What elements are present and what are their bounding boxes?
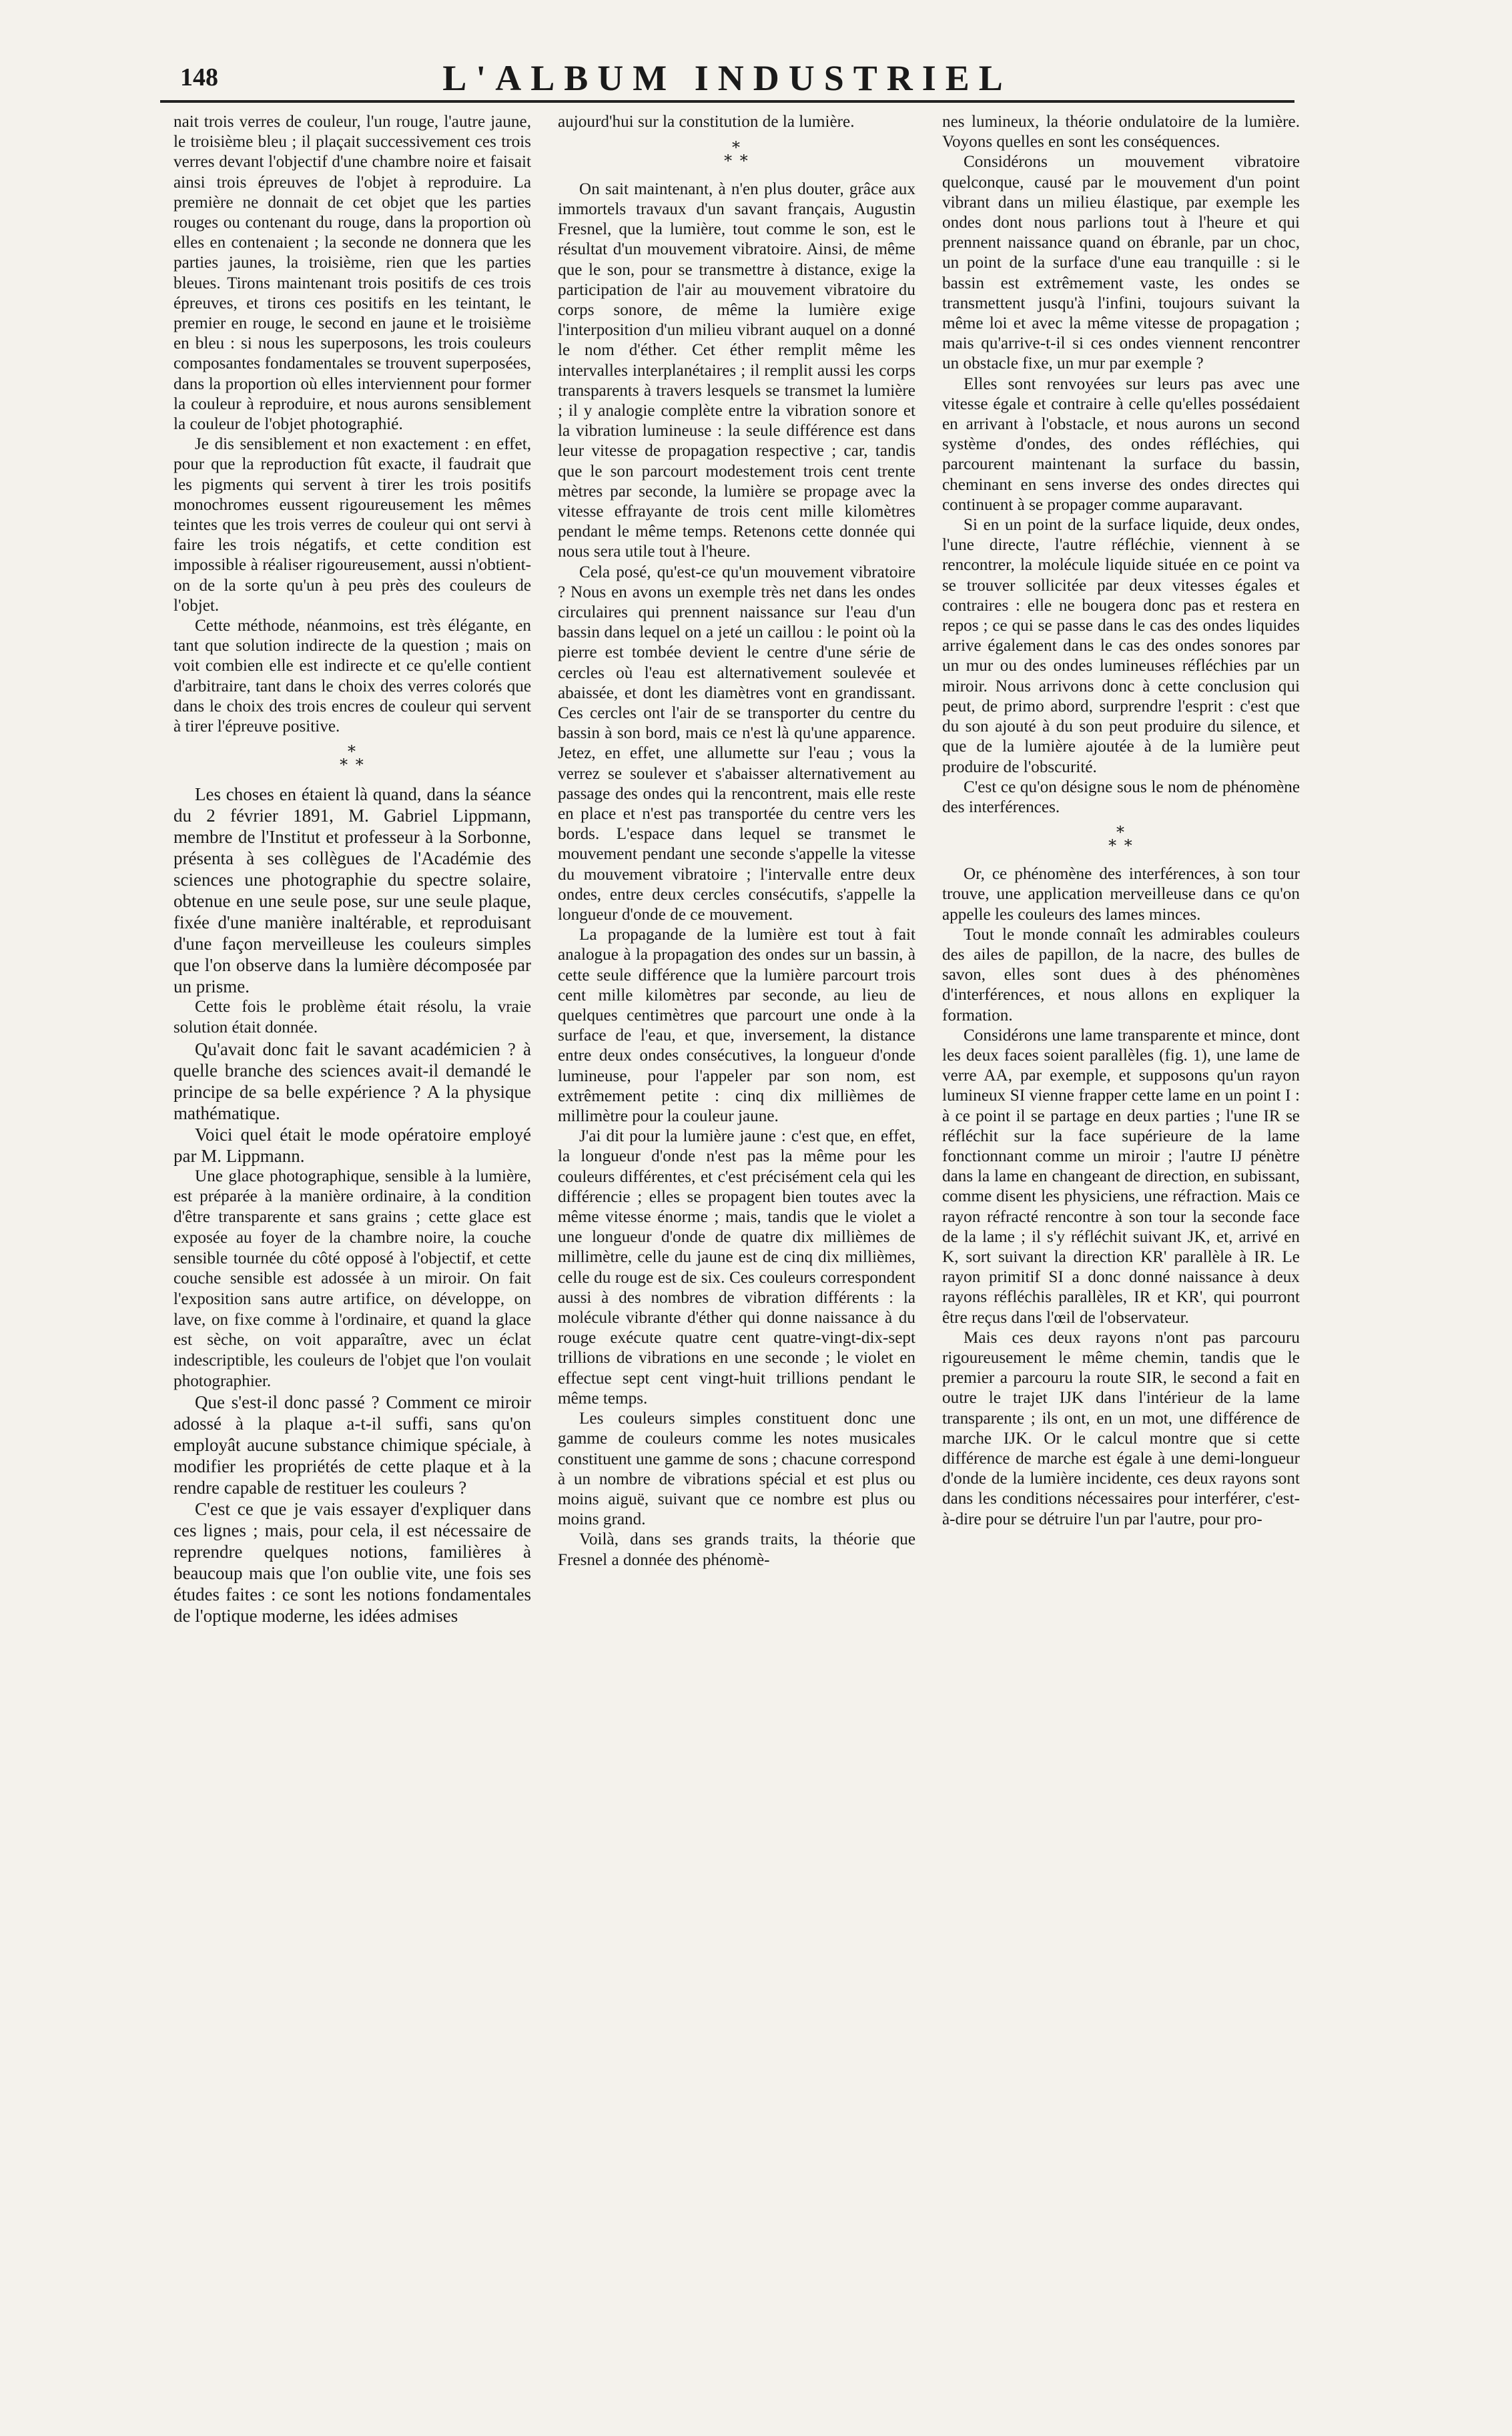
- paragraph: Qu'avait donc fait le savant académicien ? à quelle branche des sciences avait-il demandé le principe de sa belle expérience ? A la physique mathématique.: [173, 1038, 531, 1123]
- paragraph: C'est ce que je vais essayer d'expliquer dans ces lignes ; mais, pour cela, il est nécessaire de reprendre quelques notions, familières à beaucoup mais que l'on oublie vite, une fois ses études faites : ce sont les notions fondamentales de l'optique moderne, les idées admises: [173, 1499, 531, 1626]
- separator-star: *: [348, 742, 357, 762]
- separator-stars: * *: [1108, 836, 1134, 856]
- journal-title: L'ALBUM INDUSTRIEL: [442, 58, 1012, 98]
- paragraph: Mais ces deux rayons n'ont pas parcouru rigoureusement le même chemin, tandis que le premier a parcouru la route SIR, le second a fait en outre le trajet IJK dans l'intérieur de la lame transparente ; ils ont, en un mot, une différence de marche IJK. Or le calcul montre que si cette différence de marche est égale à une demi-longueur d'onde de la lumière incidente, ces deux rayons sont dans les conditions nécessaires pour interférer, c'est-à-dire pour se détruire l'un par l'autre, pour pro-: [942, 1328, 1300, 1528]
- article-columns: [173, 112, 1301, 2381]
- paragraph: Cela posé, qu'est-ce qu'un mouvement vibratoire ? Nous en avons un exemple très net dans les ondes circulaires qui prennent naissance sur l'eau d'un bassin dans lequel on a jeté un caillou : le point où la pierre est tombée devient le centre d'une série de cercles où l'eau est alternativement soulevée et abaissée, et dont les diamètres vont en grandissant. Ces cercles ont l'air de se transporter du centre du bassin à son bord, mais ce n'est là qu'une apparence. Jetez, en effet, une allumette sur l'eau ; vous la verrez se soulever et s'abaisser alternativement au passage des ondes qui la rencontrent, mais elle reste en place et n'est pas transportée du centre vers les bords. L'espace dans lequel se transmet le mouvement pendant une seconde s'appelle la vitesse du mouvement vibratoire ; l'intervalle entre deux ondes, entre deux cercles consécutifs, s'appelle la longueur d'onde de ce mouvement.: [558, 563, 915, 924]
- paragraph: Voilà, dans ses grands traits, la théorie que Fresnel a donnée des phénomè-: [558, 1530, 915, 1569]
- paragraph: Considérons une lame transparente et mince, dont les deux faces soient parallèles (fig. 1), une lame de verre AA, par exemple, et supposons qu'un rayon lumineux SI vienne frapper cette lame en un point I : à ce point il se partage en deux parties ; l'une IR se réfléchit sur la face supérieure de la lame fonctionnant comme un miroir ; l'autre IJ pénètre dans la lame en changeant de direction, en subissant, comme disent les physiciens, une réfraction. Mais ce rayon réfracté rencontre à son tour la seconde face de la lame ; il s'y réfléchit suivant JK, et, arrivé en K, sort suivant la direction KR' parallèle à IR. Le rayon primitif SI a donc donné naissance à deux rayons réfléchis parallèles, IR et KR', qui pourront être reçus dans l'œil de l'observateur.: [942, 1026, 1300, 1327]
- paragraph: On sait maintenant, à n'en plus douter, grâce aux immortels travaux d'un savant français, Augustin Fresnel, que la lumière, tout comme le son, est le résultat d'un mouvement vibratoire. Ainsi, de même que le son, pour se transmettre à distance, exige la participation de l'air au mouvement vibratoire du corps sonore, de même la lumière exige l'interposition d'un milieu vibrant auquel on a donné le nom d'éther. Cet éther remplit même les intervalles interplanétaires ; il remplit aussi les corps transparents à travers lesquels se transmet la lumière ; il y analogie complète entre la vibration sonore et la vibration lumineuse : la seule différence est dans leur vitesse de propagation respective ; car, tandis que le son parcourt modestement trois cent trente mètres par seconde, la lumière se propage avec la vitesse effrayante de trois cent mille kilomètres pendant le même temps. Retenons cette donnée qui nous sera utile tout à l'heure.: [558, 180, 915, 561]
- paragraph: La propagande de la lumière est tout à fait analogue à la propagation des ondes sur un bassin, à cette seule différence que la lumière parcourt trois cent mille kilomètres par seconde, au lieu de quelques centimètres que parcourt une onde à la surface de l'eau, et que, inversement, la distance entre deux ondes consécutives, la longueur d'onde lumineuse, pour l'appeler par son nom, est extrêmement petite : cinq dix millièmes de millimètre pour la couleur jaune.: [558, 926, 915, 1126]
- paragraph: aujourd'hui sur la constitution de la lumière.: [558, 113, 855, 131]
- separator-star: *: [1116, 823, 1126, 842]
- paragraph: Que s'est-il donc passé ? Comment ce miroir adossé à la plaque a-t-il suffi, sans qu'on employât aucune substance chimique spéciale, à modifier les propriétés de cette plaque et à la rendre capable de restituer les couleurs ?: [173, 1392, 531, 1498]
- paragraph: Les couleurs simples constituent donc une gamme de couleurs comme les notes musicales constituent une gamme de sons ; chacune correspond à un nombre de vibrations spécial et est plus ou moins aiguë, suivant que ce nombre est plus ou moins grand.: [558, 1410, 915, 1529]
- paragraph: J'ai dit pour la lumière jaune : c'est que, en effet, la longueur d'onde n'est pas la même pour les couleurs différentes, et c'est précisément cela qui les différencie ; elles se propagent bien toutes avec la même vitesse énorme ; mais, tandis que le violet a une longueur d'onde de quatre dix millièmes de millimètre, celle du jaune est de cinq dix millièmes, celle du rouge est de six. Ces couleurs correspondent aussi à des nombres de vibration différents : la molécule vibrante d'éther qui donne naissance à du rouge exécute quatre cent quatre-vingt-dix-sept trillions de vibrations en une seconde ; le violet en effectue sept cent vingt-huit trillions pendant le même temps.: [558, 1127, 915, 1408]
- separator-stars: * *: [340, 755, 365, 775]
- paragraph: Si en un point de la surface liquide, deux ondes, l'une directe, l'autre réfléchie, viennent à se rencontrer, la molécule liquide située en ce point va se trouver sollicitée par deux vitesses égales et contraires : elle ne bougera donc pas et restera en repos ; ce qui se passe dans le cas des ondes liquides arrive également dans le cas des ondes sonores par un mur ou des ondes lumineuses réfléchies par un miroir. Nous arrivons donc à cette conclusion qui peut, de primo abord, surprendre l'esprit : c'est que du son ajouté à du son peut produire du silence, et que de la lumière ajoutée à de la lumière peut produire de l'obscurité.: [942, 516, 1300, 776]
- section-separator: [173, 742, 531, 775]
- paragraph: Cette fois le problème était résolu, la vraie solution était donnée.: [173, 998, 531, 1036]
- section-separator: [942, 823, 1300, 856]
- page-header: [160, 53, 1294, 103]
- paragraph: Or, ce phénomène des interférences, à son tour trouve, une application merveilleuse dans ce qu'on appelle les couleurs des lames minces.: [942, 865, 1300, 924]
- paragraph: Une glace photographique, sensible à la lumière, est préparée à la manière ordinaire, à la condition d'être transparente et sans grains ; cette glace est exposée au foyer de la chambre noire, la couche sensible tournée du côté opposé à l'objectif, et cette couche sensible est adossée à un miroir. On fait l'exposition sans autre artifice, on développe, on lave, on fixe comme à l'ordinaire, et quand la glace est sèche, on voit apparaître, avec un éclat indescriptible, les couleurs de l'objet que l'on voulait photographier.: [173, 1167, 531, 1390]
- paragraph: Voici quel était le mode opératoire employé par M. Lippmann.: [173, 1124, 531, 1166]
- paragraph: nes lumineux, la théorie ondulatoire de la lumière. Voyons quelles en sont les conséquences.: [942, 113, 1300, 151]
- page-number: 148: [180, 63, 218, 91]
- column-2: [558, 112, 915, 2381]
- column-3: [942, 112, 1300, 2381]
- paragraph: Je dis sensiblement et non exactement : en effet, pour que la reproduction fût exacte, il faudrait que les pigments qui servent à tirer les trois positifs monochromes eussent rigoureusement les mêmes teintes que les trois verres de couleur qui ont servi à faire les trois négatifs, et cette condition est impossible à réaliser rigoureusement, aussi n'obtient-on de la sorte qu'un à peu près des couleurs de l'objet.: [173, 435, 531, 615]
- section-separator: [558, 137, 915, 170]
- separator-star: *: [732, 137, 741, 157]
- paragraph: Les choses en étaient là quand, dans la séance du 2 février 1891, M. Gabriel Lippmann, membre de l'Institut et professeur à la Sorbonne, présenta à ses collègues de l'Académie des sciences une photographie du spectre solaire, obtenue en une seule pose, sur une seule plaque, fixée d'une manière inaltérable, et reproduisant d'une façon merveilleuse les couleurs simples que l'on observe dans la lumière décomposée par un prisme.: [173, 784, 531, 997]
- column-1: [173, 112, 531, 2381]
- paragraph: C'est ce qu'on désigne sous le nom de phénomène des interférences.: [942, 778, 1300, 816]
- paragraph: nait trois verres de couleur, l'un rouge, l'autre jaune, le troisième bleu ; il plaçait successivement ces trois verres devant l'objectif d'une chambre noire et faisait ainsi trois épreuves de l'objet à reproduire. La première ne donnait de cet objet que les parties rouges ou contenant du rouge, dans la proportion où elles en contenaient ; la seconde ne donnera que les parties jaunes, la troisième, rien que les parties bleues. Tirons maintenant trois positifs de ces trois épreuves, et tirons ces positifs en les teintant, le premier en rouge, le second en jaune et le troisième en bleu : si nous les superposons, les trois couleurs composantes fondamentales se trouvent superposées, dans la proportion où elles interviennent pour former la couleur à reproduire, et nous aurons sensiblement la couleur de l'objet photographié.: [173, 113, 531, 434]
- separator-stars: * *: [724, 151, 749, 170]
- paragraph: Cette méthode, néanmoins, est très élégante, en tant que solution indirecte de la question ; mais on voit combien elle est indirecte et ce qu'elle contient d'arbitraire, tant dans le choix des verres colorés que dans le choix des trois encres de couleur qui servent à tirer l'épreuve positive.: [173, 617, 531, 736]
- paragraph: Considérons un mouvement vibratoire quelconque, causé par le mouvement d'un point vibrant dans un milieu élastique, par exemple les ondes dont nous parlions tout à l'heure et qui prennent naissance quand on ébranle, par un choc, un point de la surface d'une eau tranquille : si le bassin est extrêmement vaste, les ondes se transmettent jusqu'à l'infini, toujours suivant la même loi et avec la même vitesse de propagation ; mais qu'arrive-t-il si ces ondes viennent rencontrer un obstacle fixe, un mur par exemple ?: [942, 153, 1300, 373]
- paragraph: Elles sont renvoyées sur leurs pas avec une vitesse égale et contraire à celle qu'elles possédaient en arrivant à l'obstacle, et nous aurons un second système d'ondes, des ondes réfléchies, qui parcourent maintenant la surface du bassin, cheminant en sens inverse des ondes directes qui continuent à se propager comme auparavant.: [942, 374, 1300, 514]
- paragraph: Tout le monde connaît les admirables couleurs des ailes de papillon, de la nacre, des bulles de savon, elles sont dues à des phénomènes d'interférences, et nous allons en expliquer la formation.: [942, 925, 1300, 1024]
